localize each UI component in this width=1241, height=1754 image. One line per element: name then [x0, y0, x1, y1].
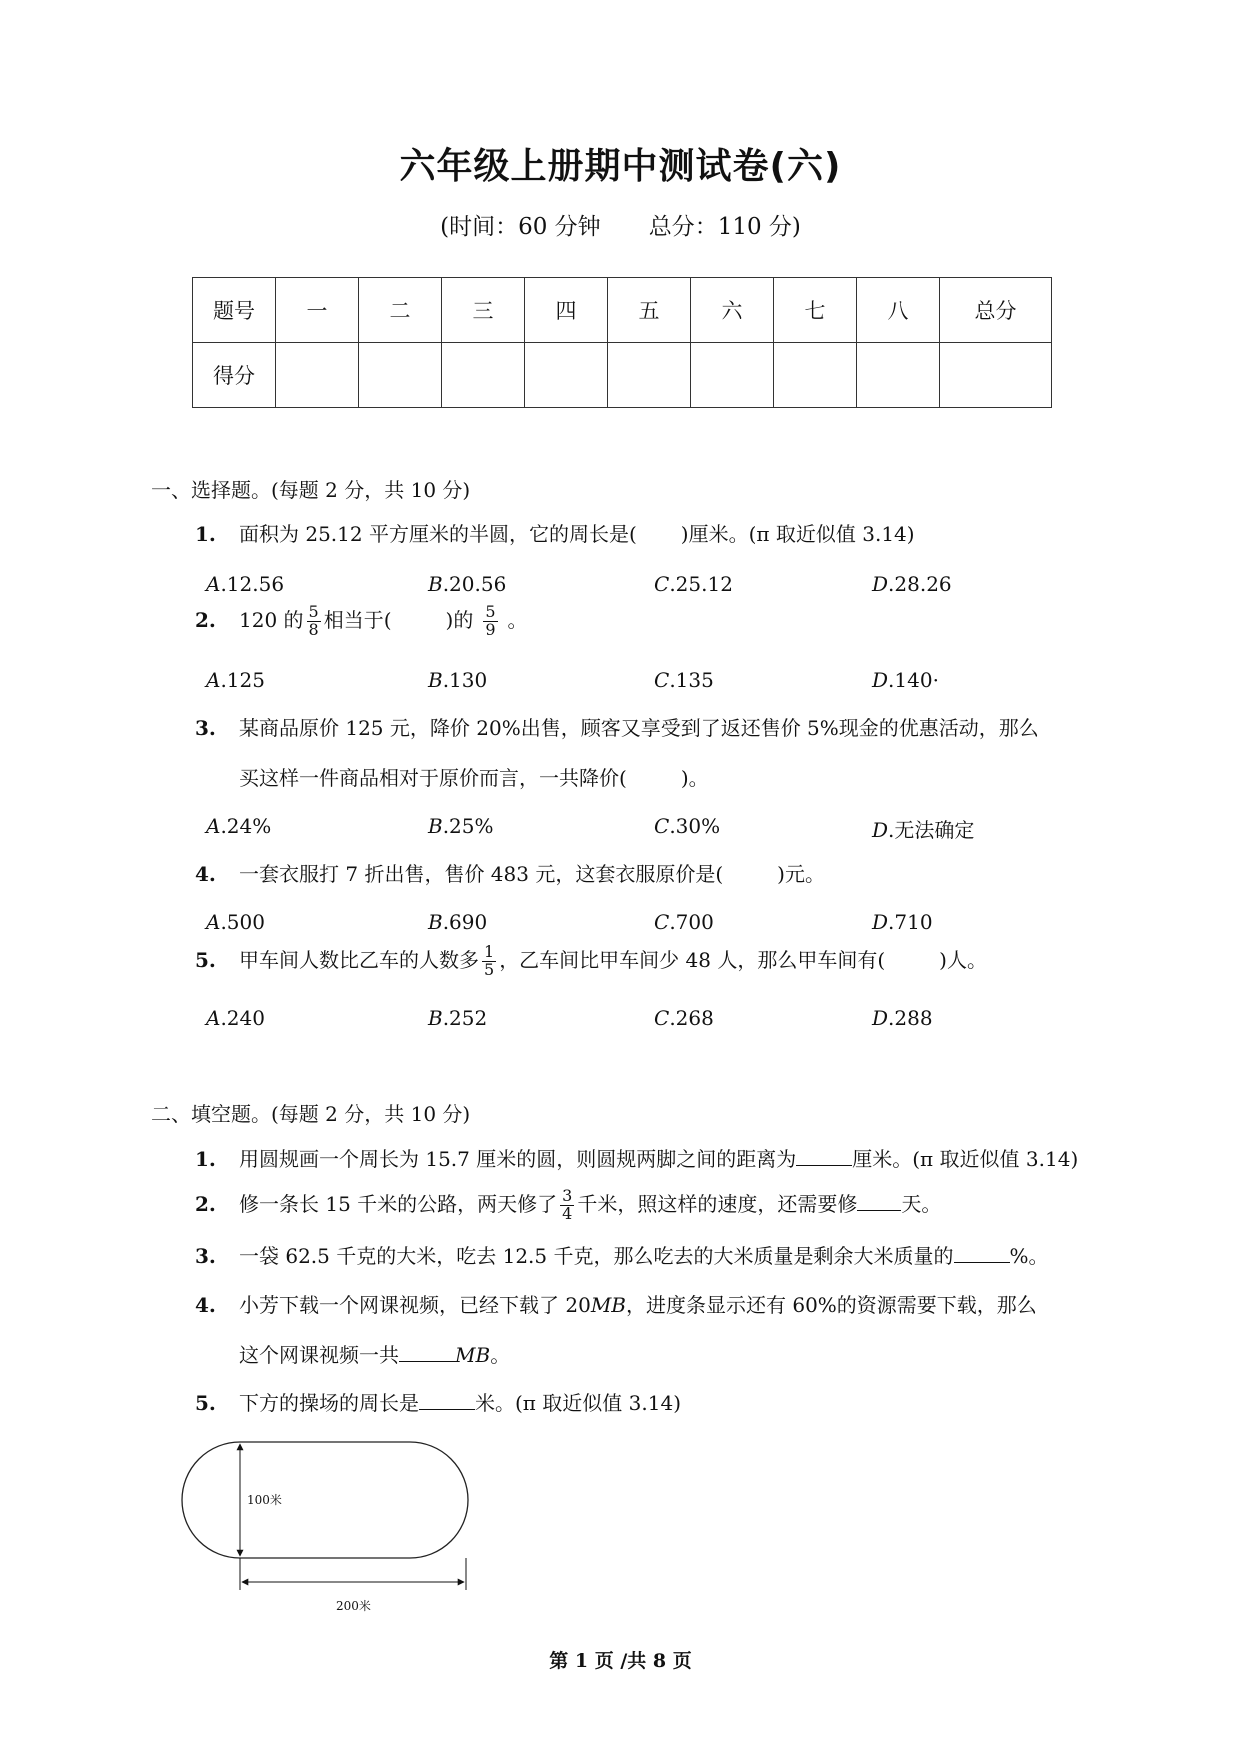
score-table-score-row — [193, 343, 1052, 408]
question-text: 相当于( — [323, 607, 392, 632]
width-label: 200米 — [336, 1599, 371, 1613]
question-text: 这个网课视频一共 — [239, 1343, 399, 1367]
exam-total: 总分：110 分) — [648, 214, 801, 240]
track-outline — [182, 1442, 468, 1558]
question-number: 1. — [195, 1147, 216, 1171]
answer-blank[interactable] — [857, 1192, 901, 1211]
question-1-1 — [195, 522, 915, 546]
question-text: ，进度条显示还有 60%的资源需要下载，那么 — [626, 1293, 1037, 1317]
question-text: )人。 — [939, 947, 987, 972]
question-text: 天。 — [901, 1191, 942, 1216]
answer-blank[interactable] — [796, 1147, 852, 1166]
question-number: 4. — [195, 862, 216, 886]
score-table-header-row — [193, 278, 1052, 343]
fraction: $\frac{5}{8}$ — [308, 602, 319, 639]
question-number: 1. — [195, 522, 216, 546]
option-a[interactable]: A.125 — [206, 668, 265, 692]
option-b[interactable]: B.130 — [428, 668, 488, 692]
question-text: ，乙车间比甲车间少 48 人，那么甲车间有( — [499, 947, 886, 972]
score-input-cell[interactable] — [608, 343, 691, 408]
score-input-cell[interactable] — [691, 343, 774, 408]
fraction: $\frac{1}{5}$ — [484, 942, 495, 979]
exam-info — [0, 208, 1241, 241]
question-text: 。 — [490, 1343, 511, 1367]
option-b[interactable]: B.252 — [428, 1006, 488, 1030]
question-text: 修一条长 15 千米的公路，两天修了 — [239, 1191, 558, 1216]
score-table-cell: 七 — [774, 278, 857, 343]
fraction: $\frac{5}{9}$ — [485, 602, 496, 639]
question-2-4 — [195, 1293, 1037, 1367]
question-text: )厘米。(π 取近似值 3.14) — [680, 522, 915, 546]
score-table-cell: 四 — [525, 278, 608, 343]
option-a[interactable]: A.240 — [206, 1006, 265, 1030]
question-1-2 — [195, 604, 528, 639]
option-c[interactable]: C.268 — [654, 1006, 714, 1030]
fraction: $\frac{3}{4}$ — [562, 1186, 573, 1223]
question-text: %。 — [1009, 1244, 1049, 1268]
question-text: 下方的操场的周长是 — [239, 1391, 419, 1415]
option-c[interactable]: C.30% — [654, 814, 721, 838]
question-number: 2. — [195, 1191, 216, 1216]
score-input-cell[interactable] — [774, 343, 857, 408]
score-input-cell[interactable] — [940, 343, 1052, 408]
question-text: )的 — [445, 607, 474, 632]
option-a[interactable]: A.500 — [206, 910, 265, 934]
question-2-3 — [195, 1244, 1049, 1268]
question-2-2 — [195, 1188, 941, 1223]
option-b[interactable]: B.20.56 — [428, 572, 507, 596]
question-text: 千米，照这样的速度，还需要修 — [577, 1191, 858, 1216]
unit: MB — [590, 1293, 626, 1317]
question-text: 某商品原价 125 元，降价 20%出售，顾客又享受到了返还售价 5%现金的优惠活动，那么 — [239, 716, 1039, 740]
answer-blank[interactable] — [399, 1343, 455, 1362]
answer-blank[interactable] — [419, 1391, 475, 1410]
score-table-cell: 题号 — [193, 278, 276, 343]
question-2-1 — [195, 1147, 1078, 1171]
option-d[interactable]: D.288 — [872, 1006, 933, 1030]
question-text: 面积为 25.12 平方厘米的半圆，它的周长是( — [239, 522, 637, 546]
question-text: )。 — [680, 766, 709, 790]
question-text: 米。(π 取近似值 3.14) — [475, 1391, 681, 1415]
option-b[interactable]: B.25% — [428, 814, 494, 838]
question-1-3 — [195, 716, 1039, 790]
question-text: 小芳下载一个网课视频，已经下载了 20 — [239, 1293, 591, 1317]
score-input-cell[interactable] — [359, 343, 442, 408]
height-label: 100米 — [247, 1493, 282, 1507]
score-table-cell: 总分 — [940, 278, 1052, 343]
option-c[interactable]: C.25.12 — [654, 572, 733, 596]
track-diagram — [176, 1440, 546, 1620]
option-b[interactable]: B.690 — [428, 910, 488, 934]
score-table-cell: 一 — [276, 278, 359, 343]
question-text: 一套衣服打 7 折出售，售价 483 元，这套衣服原价是( — [239, 862, 724, 886]
option-d[interactable]: D.710 — [872, 910, 933, 934]
question-number: 5. — [195, 1391, 216, 1415]
exam-time: (时间：60 分钟 — [440, 214, 601, 240]
question-number: 3. — [195, 716, 216, 740]
score-table-cell: 六 — [691, 278, 774, 343]
question-text: 厘米。(π 取近似值 3.14) — [852, 1147, 1079, 1171]
question-text: 。 — [507, 607, 528, 632]
question-text: )元。 — [777, 862, 825, 886]
option-d[interactable]: D.无法确定 — [872, 818, 975, 842]
option-a[interactable]: A.12.56 — [206, 572, 285, 596]
question-number: 5. — [195, 947, 216, 972]
score-input-cell[interactable] — [525, 343, 608, 408]
page-title: 六年级上册期中测试卷(六) — [399, 146, 842, 187]
question-text: 甲车间人数比乙车的人数多 — [239, 947, 479, 972]
option-a[interactable]: A.24% — [206, 814, 272, 838]
option-d[interactable]: D.140· — [872, 668, 939, 692]
question-1-4 — [195, 862, 825, 886]
page-number: 第 1 页 /共 8 页 — [549, 1650, 692, 1672]
option-c[interactable]: C.700 — [654, 910, 714, 934]
question-number: 2. — [195, 607, 216, 632]
question-text: 120 的 — [239, 607, 304, 632]
score-input-cell[interactable] — [857, 343, 940, 408]
section-heading-choice: 一、选择题。(每题 2 分，共 10 分) — [151, 478, 471, 502]
question-text: 一袋 62.5 千克的大米，吃去 12.5 千克，那么吃去的大米质量是剩余大米质量的 — [239, 1244, 954, 1268]
score-input-cell[interactable] — [276, 343, 359, 408]
unit: MB — [455, 1343, 491, 1367]
option-d[interactable]: D.28.26 — [872, 572, 952, 596]
section-heading-fill: 二、填空题。(每题 2 分，共 10 分) — [151, 1102, 471, 1126]
question-text: 买这样一件商品相对于原价而言，一共降价( — [239, 766, 627, 790]
score-table-cell: 二 — [359, 278, 442, 343]
question-2-5 — [195, 1391, 681, 1415]
score-table-cell: 得分 — [193, 343, 276, 408]
score-table-cell: 八 — [857, 278, 940, 343]
option-c[interactable]: C.135 — [654, 668, 714, 692]
score-input-cell[interactable] — [442, 343, 525, 408]
answer-blank[interactable] — [954, 1244, 1010, 1263]
question-number: 3. — [195, 1244, 216, 1268]
question-text: 用圆规画一个周长为 15.7 厘米的圆，则圆规两脚之间的距离为 — [239, 1147, 797, 1171]
question-number: 4. — [195, 1293, 216, 1317]
score-table — [192, 277, 1052, 408]
score-table-cell: 三 — [442, 278, 525, 343]
score-table-cell: 五 — [608, 278, 691, 343]
question-1-5 — [195, 944, 987, 979]
